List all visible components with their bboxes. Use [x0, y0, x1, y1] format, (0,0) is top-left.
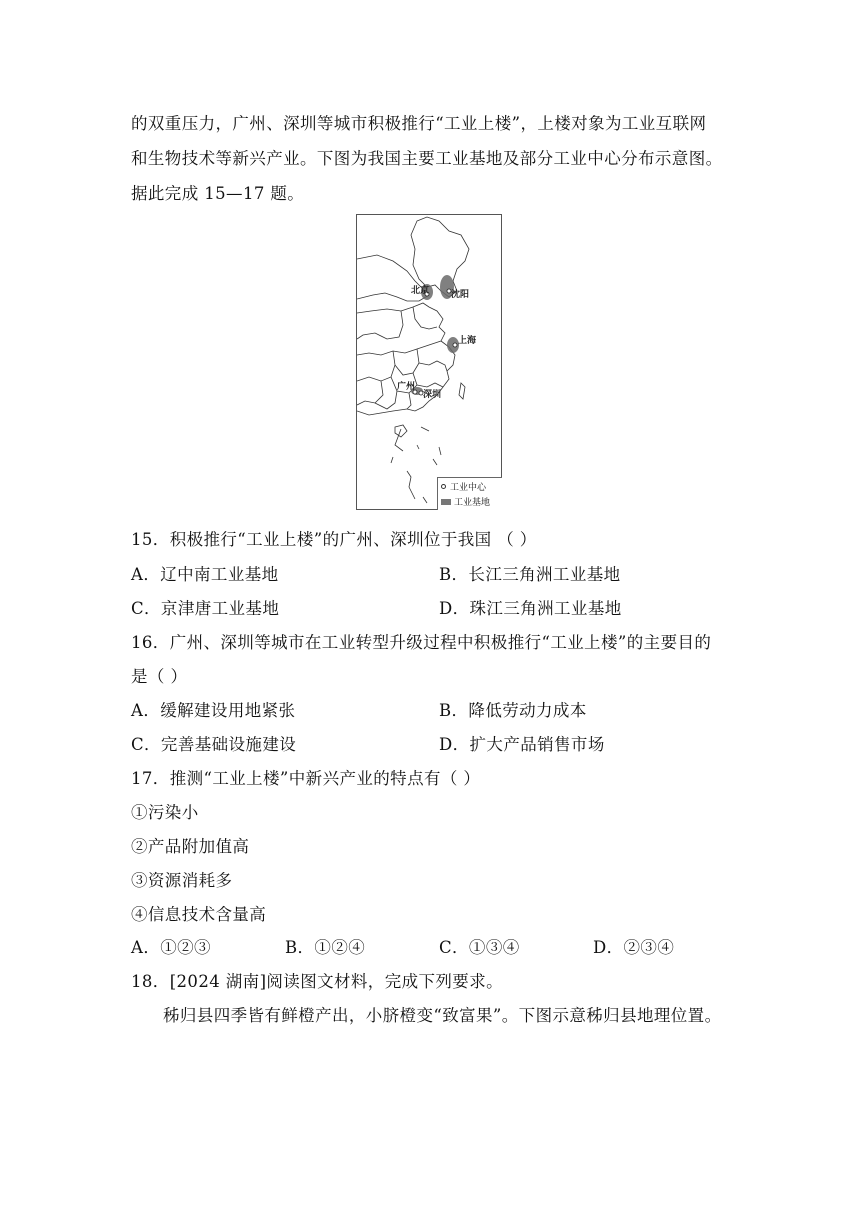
label-shanghai: 上海	[458, 336, 477, 346]
map-legend	[437, 477, 502, 510]
q17-stem: 17．推测“工业上楼”中新兴产业的特点有（ ）	[131, 769, 481, 788]
q17-option-b: B．①②④	[285, 938, 366, 957]
q16-option-a: A．缓解建设用地紧张	[131, 701, 296, 720]
q18-paragraph: 秭归县四季皆有鲜橙产出，小脐橙变“致富果”。下图示意秭归县地理位置。	[163, 1006, 722, 1025]
label-shenzhen: 深圳	[423, 390, 442, 400]
q17-item-1: ①污染小	[131, 803, 199, 822]
q16-stem-line-1: 16．广州、深圳等城市在工业转型升级过程中积极推行“工业上楼”的主要目的	[131, 633, 712, 652]
q17-item-3: ③资源消耗多	[131, 871, 233, 890]
industrial-center-symbol	[441, 484, 446, 489]
intro-line-3: 据此完成 15—17 题。	[131, 184, 305, 203]
legend-base-label: 工业基地	[454, 498, 491, 508]
q16-option-d: D．扩大产品销售市场	[439, 735, 605, 754]
legend-center-label: 工业中心	[450, 483, 487, 493]
q17-option-d: D．②③④	[593, 938, 675, 957]
industrial-base-symbol	[441, 499, 451, 505]
q17-item-2: ②产品附加值高	[131, 837, 250, 856]
china-outline-map	[357, 215, 503, 511]
label-beijing: 北京	[411, 286, 430, 296]
q15-option-d: D．珠江三角洲工业基地	[439, 599, 622, 618]
intro-line-2: 和生物技术等新兴产业。下图为我国主要工业基地及部分工业中心分布示意图。	[131, 149, 723, 168]
q15-option-b: B．长江三角洲工业基地	[439, 565, 621, 584]
q16-stem-line-2: 是（ ）	[131, 667, 188, 686]
q17-item-4: ④信息技术含量高	[131, 905, 267, 924]
q17-option-a: A．①②③	[131, 938, 211, 957]
q15-stem: 15．积极推行“工业上楼”的广州、深圳位于我国 （ ）	[131, 530, 537, 549]
intro-line-1: 的双重压力，广州、深圳等城市积极推行“工业上楼”，上楼对象为工业互联网	[131, 114, 707, 133]
q17-option-c: C．①③④	[439, 938, 520, 957]
q16-option-c: C．完善基础设施建设	[131, 735, 297, 754]
q15-option-a: A．辽中南工业基地	[131, 565, 279, 584]
q16-option-b: B．降低劳动力成本	[439, 701, 587, 720]
label-guangzhou: 广州	[397, 382, 416, 392]
q15-option-c: C．京津唐工业基地	[131, 599, 280, 618]
industrial-map	[356, 214, 502, 510]
label-shenyang: 沈阳	[451, 290, 470, 300]
q18-stem: 18．[2024 湖南]阅读图文材料，完成下列要求。	[131, 972, 504, 991]
